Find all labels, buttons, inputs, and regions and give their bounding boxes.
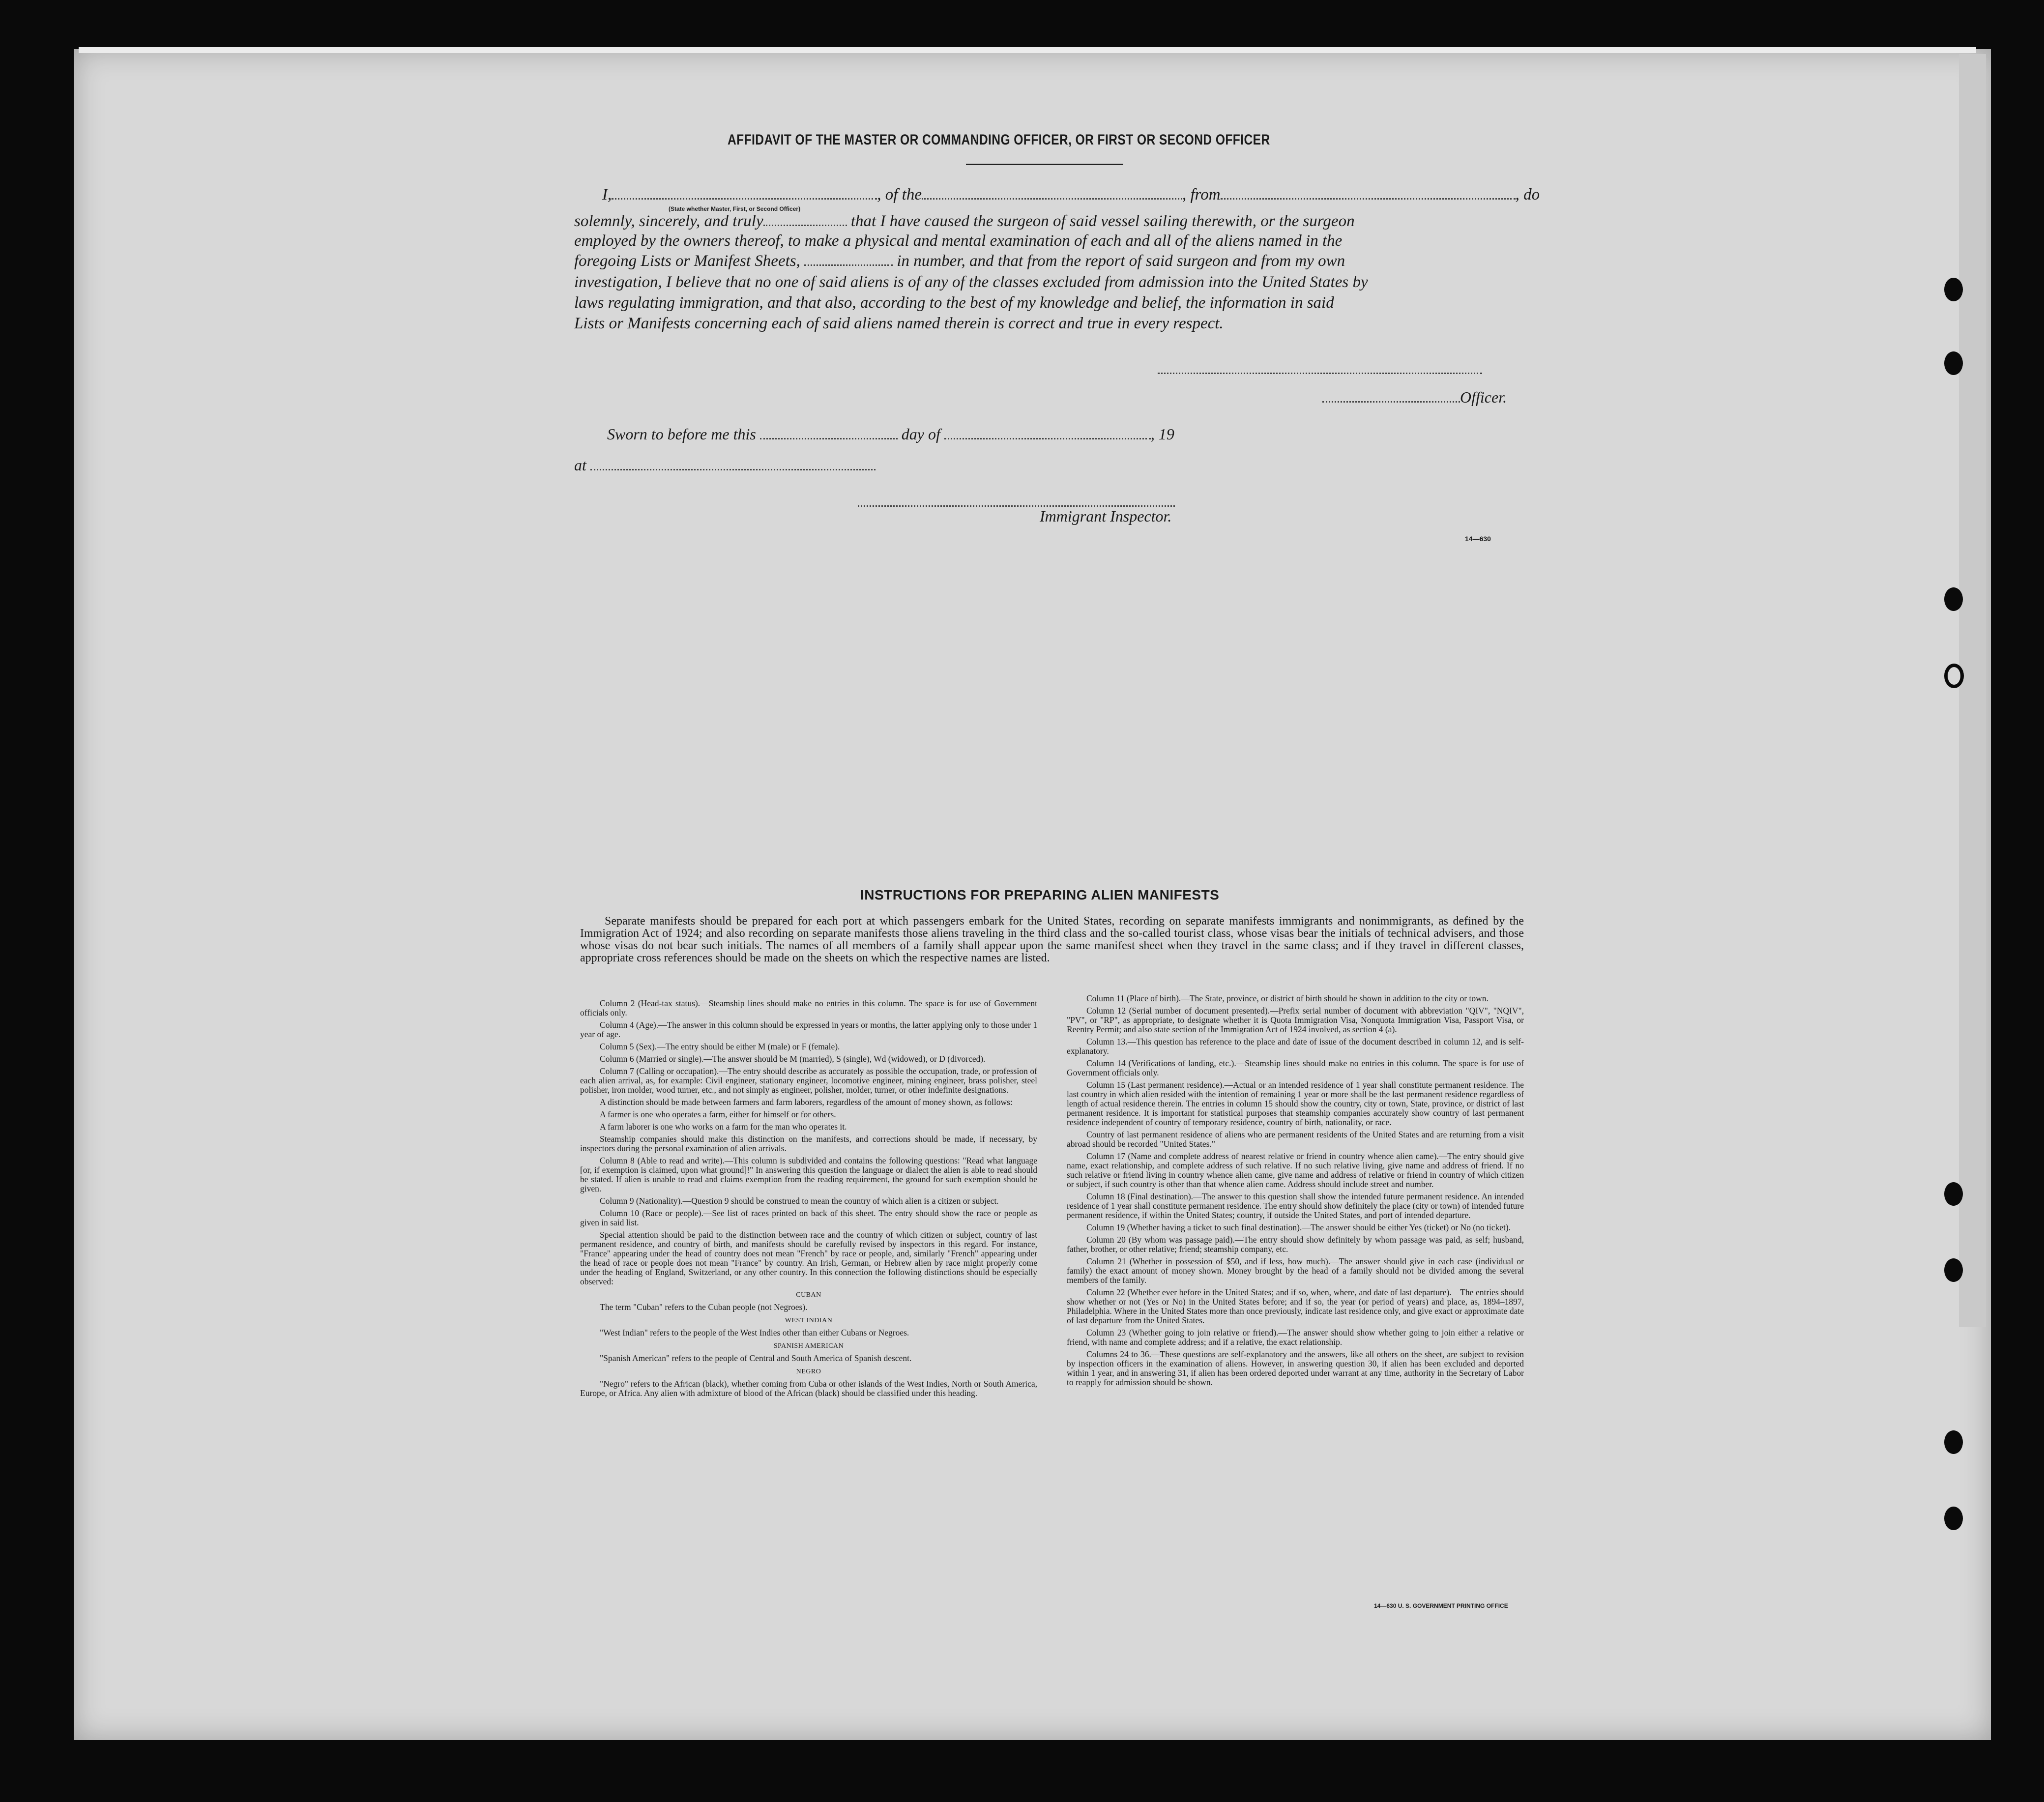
left-paragraph: A distinction should be made between farmers and farm laborers, regardless of the amount of money shown, as follows: xyxy=(600,1097,1013,1107)
form-number: 14—630 xyxy=(1465,535,1491,543)
punch-hole xyxy=(1944,664,1964,688)
officer-note: (State whether Master, First, or Second Officer) xyxy=(669,205,801,212)
instructions-left-column xyxy=(580,999,1037,1401)
officer-label: Officer. xyxy=(1460,388,1507,406)
page-right-edge xyxy=(1959,54,1986,1327)
instructions-title: INSTRUCTIONS FOR PREPARING ALIEN MANIFESTS xyxy=(860,887,1220,902)
right-paragraph: Column 14 (Verifications of landing, etc.).—Steamship lines should make no entries in this column. The space is for use of Government officials only. xyxy=(1067,1058,1524,1077)
affidavit-line-2 xyxy=(574,212,1355,231)
heading-spanish-american: SPANISH AMERICAN xyxy=(773,1342,844,1350)
punch-hole xyxy=(1944,1182,1963,1206)
instructions-right-column xyxy=(1067,994,1524,1390)
right-paragraph: Column 23 (Whether going to join relative or friend).—The answer should show whether going to join either a relative or friend, with name and complete address; and if a relative, the exact relationship. xyxy=(1067,1328,1524,1347)
affidavit-line-6: laws regulating immigration, and that also, according to the best of my knowledge and belief, the information in said xyxy=(574,294,1334,312)
punch-hole xyxy=(1944,278,1963,301)
affidavit-line-1 xyxy=(602,186,1540,204)
right-paragraph: Column 18 (Final destination).—The answer to this question shall show the intended future permanent residence. An intended residence of 1 year shall constitute permanent residence. The entry should show definitely the place (city or town) of intended future permanent residence, if within the United States; country, if outside the United States, and port of intended departure. xyxy=(1067,1192,1524,1220)
blank-day xyxy=(760,427,898,439)
text-year: , 19 xyxy=(1150,425,1174,443)
para-west-indian: "West Indian" refers to the people of the West Indies other than either Cubans or Negroes. xyxy=(600,1328,909,1337)
affidavit-title: AFFIDAVIT OF THE MASTER OR COMMANDING OFFICER, OR FIRST OR SECOND OFFICER xyxy=(728,132,1270,148)
left-paragraph: Column 9 (Nationality).—Question 9 should be construed to mean the country of which alien is a citizen or subject. xyxy=(600,1196,999,1206)
blank-count xyxy=(804,254,893,266)
left-paragraph: Column 2 (Head-tax status).—Steamship lines should make no entries in this column. The space is for use of Government officials only. xyxy=(580,998,1037,1017)
heading-negro: NEGRO xyxy=(796,1368,821,1375)
page-top-edge xyxy=(79,47,1976,53)
inspector-signature-line xyxy=(858,505,1175,507)
blank-officer xyxy=(612,187,877,200)
para-negro: "Negro" refers to the African (black), whether coming from Cuba or other islands of the West Indies, North or South America, Europe, or Africa. Any alien with admixture of blood of the African (black) should be classified under this heading. xyxy=(580,1379,1037,1398)
right-paragraphs xyxy=(1067,994,1524,1387)
left-paragraph: Special attention should be paid to the distinction between race and the country of which citizen or subject, country of last permanent residence, and country of birth, and manifests should be carefully revised by inspectors in this regard. For instance, "France" appearing under the head of country does not mean "French" by race or people, and, similarly "French" appearing under the head of race or people does not mean "France" by country. An Irish, German, or Hebrew alien by race might properly come under the heading of England, Switzerland, or any other country. In this connection the following distinctions should be especially observed: xyxy=(580,1230,1037,1286)
text-from: , from xyxy=(1182,186,1221,203)
blank-swear xyxy=(763,214,847,226)
right-paragraph: Columns 24 to 36.—These questions are self-explanatory and the answers, like all others on the sheet, are subject to revision by inspection officers in the examination of aliens. However, in answering question 30, if alien has been excluded and deported within 1 year, and in answering 31, if alien has been ordered deported under warrant at any time, authority in the Secretary of Labor to reapply for admission should be shown. xyxy=(1067,1349,1524,1387)
blank-place xyxy=(590,458,876,470)
text-day-of: day of xyxy=(901,425,940,443)
text-sworn: Sworn to before me this xyxy=(607,425,756,443)
left-paragraph: Column 10 (Race or people).—See list of races printed on back of this sheet. The entry should show the race or people as given in said list. xyxy=(580,1208,1037,1227)
right-paragraph: Column 21 (Whether in possession of $50, and if less, how much).—The answer should give in each case (individual or family) the exact amount of money shown. Money brought by the head of a family should not be divided among the several members of the family. xyxy=(1067,1256,1524,1285)
right-paragraph: Column 12 (Serial number of document presented).—Prefix serial number of document with abbreviation "QIV", "NQIV", "PV", or "RP", as appropriate, to designate whether it is Quota Immigration Visa, Nonquota Immigration Visa, Passport Visa, or Reentry Permit; and also state section of the Immigration Act of 1924 involved, as section 4 (a). xyxy=(1067,1006,1524,1034)
right-paragraph: Column 22 (Whether ever before in the United States; and if so, when, where, and date of last departure).—The entries should show whether or not (Yes or No) in the United States before; and if so, the year (or period of years) and place, as, 1894–1897, Philadelphia. Where in the United States more than once previously, indicate last residence only, and give exact or approximate date of last departure from the United States. xyxy=(1067,1287,1524,1325)
affidavit-line-3: employed by the owners thereof, to make a physical and mental examination of each and all of the aliens named in the xyxy=(574,232,1343,250)
right-paragraph: Column 20 (By whom was passage paid).—The entry should show definitely by whom passage was paid, as self; husband, father, brother, or other relative; friend; steamship company, etc. xyxy=(1067,1235,1524,1254)
left-paragraph: Column 5 (Sex).—The entry should be either M (male) or F (female). xyxy=(600,1042,840,1051)
right-paragraph: Country of last permanent residence of aliens who are permanent residents of the United States and are returning from a visit abroad should be recorded "United States." xyxy=(1067,1130,1524,1149)
affidavit-line-5: investigation, I believe that no one of said aliens is of any of the classes excluded from admission into the United States by xyxy=(574,273,1368,291)
blank-port xyxy=(1221,187,1516,200)
left-paragraph: Steamship companies should make this distinction on the manifests, and corrections should be made, if necessary, by inspectors during the personal examination of alien arrivals. xyxy=(580,1134,1037,1153)
instructions-intro: Separate manifests should be prepared for each port at which passengers embark for the United States, recording on separate manifests immigrants and nonimmigrants, as defined by the Immigration Act of 1924; and also recording on separate manifests those aliens traveling in the third class and the so-called tourist class, whose visas bear the initials of technical advisers, and those whose visas do not bear such initials. The names of all members of a family shall appear upon the same manifest sheet when they travel in the same class; and if they travel in different classes, appropriate cross references should be made on the sheets on which the respective names are listed. xyxy=(580,915,1524,964)
text-at: at xyxy=(574,456,586,474)
punch-hole xyxy=(1944,1258,1963,1282)
punch-hole xyxy=(1944,1507,1963,1530)
blank-month xyxy=(944,427,1151,439)
punch-hole xyxy=(1944,1430,1963,1454)
left-paragraph: A farm laborer is one who works on a farm for the man who operates it. xyxy=(600,1122,847,1132)
heading-west-indian: WEST INDIAN xyxy=(785,1317,833,1324)
title-underline xyxy=(966,164,1123,165)
left-paragraphs xyxy=(580,999,1037,1286)
signature-line xyxy=(1158,373,1482,374)
punch-hole xyxy=(1944,351,1963,375)
right-paragraph: Column 15 (Last permanent residence).—Actual or an intended residence of 1 year shall constitute permanent residence. The last country in which alien resided with the intention of remaining 1 year or more shall be the last permanent residence regardless of length of actual residence therein. The entries in column 15 should show the country, city or town, State, province, or district of last permanent residence. It is important for statistical purposes that steamship companies accurately show country of last permanent residence independent of country of temporary residence, country of birth, nationality, or race. xyxy=(1067,1080,1524,1127)
text-foregoing: foregoing Lists or Manifest Sheets, xyxy=(574,252,800,270)
blank-vessel xyxy=(922,187,1182,200)
para-cuban: The term "Cuban" refers to the Cuban people (not Negroes). xyxy=(600,1302,808,1312)
right-paragraph: Column 17 (Name and complete address of nearest relative or friend in country whence alien came).—The entry should give name, exact relationship, and complete address of such relative. If no such relative living, give name and address of friend. If no such relative or friend living in country whence alien came, give name and address of relative or friend in country of which citizen or subject, if such country is other than that whence alien came. Address should include street and number. xyxy=(1067,1151,1524,1189)
left-paragraph: Column 8 (Able to read and write).—This column is subdivided and contains the following questions: "Read what language [or, if exemption is claimed, upon what ground]!" In answering this question the language or dialect the alien is able to read should be stated. If alien is unable to read and claims exemption from the reading requirement, the ground for such exemption should be given. xyxy=(580,1156,1037,1193)
left-paragraph: Column 6 (Married or single).—The answer should be M (married), S (single), Wd (widowed), or D (divorced). xyxy=(600,1054,986,1064)
officer-signature xyxy=(1322,388,1507,407)
affidavit-line-7: Lists or Manifests concerning each of said aliens named therein is correct and true in every respect. xyxy=(574,315,1224,332)
inspector-label: Immigrant Inspector. xyxy=(1040,507,1172,525)
text-do: , do xyxy=(1515,186,1540,203)
left-paragraph: Column 4 (Age).—The answer in this column should be expressed in years or months, the latter applying only to those under 1 year of age. xyxy=(580,1020,1037,1039)
left-paragraph: Column 7 (Calling or occupation).—The entry should describe as accurately as possible the occupation, trade, or profession of each alien arrival, as, for example: Civil engineer, stationary engineer, locomotive engineer, mining engineer, brass polisher, steel polisher, iron molder, wood turner, etc., and not simply as engineer, polisher, molder, turner, or other indefinite designations. xyxy=(580,1066,1037,1095)
text-of-the: , of the xyxy=(877,186,922,203)
left-paragraph: A farmer is one who operates a farm, either for himself or for others. xyxy=(600,1109,836,1119)
right-paragraph: Column 13.—This question has reference to the place and date of issue of the document described in column 12, and is self-explanatory. xyxy=(1067,1037,1524,1056)
text-i: I, xyxy=(602,186,612,203)
text-in-number: in number, and that from the report of said surgeon and from my own xyxy=(897,252,1345,270)
at-line xyxy=(574,456,876,474)
right-paragraph: Column 19 (Whether having a ticket to such final destination).—The answer should be either Yes (ticket) or No (no ticket). xyxy=(1086,1222,1511,1232)
para-spanish-american: "Spanish American" refers to the people of Central and South America of Spanish descent. xyxy=(600,1353,912,1363)
right-paragraph: Column 11 (Place of birth).—The State, province, or district of birth should be shown in addition to the city or town. xyxy=(1086,993,1489,1003)
text-solemnly: solemnly, sincerely, and truly xyxy=(574,212,763,230)
text-surgeon: that I have caused the surgeon of said vessel sailing therewith, or the surgeon xyxy=(850,212,1355,230)
affidavit-line-4 xyxy=(574,252,1345,270)
sworn-line xyxy=(607,425,1174,443)
punch-hole xyxy=(1944,587,1963,611)
heading-cuban: CUBAN xyxy=(796,1291,821,1299)
printing-office-footer: 14—630 U. S. GOVERNMENT PRINTING OFFICE xyxy=(1374,1602,1508,1609)
blank-officer-signature xyxy=(1322,390,1460,403)
